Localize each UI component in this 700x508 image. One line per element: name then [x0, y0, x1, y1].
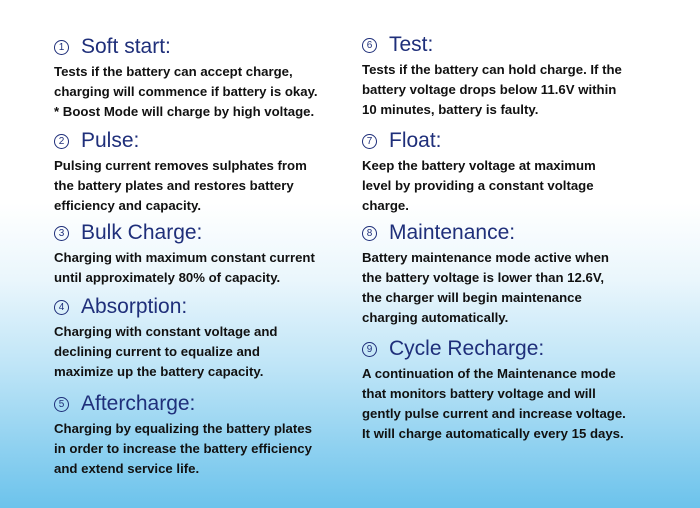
section-pulse — [54, 128, 354, 216]
description-line: gently pulse current and increase voltage. — [362, 406, 626, 421]
description-line: Charging with constant voltage and — [54, 324, 278, 339]
description-line: A continuation of the Maintenance mode — [362, 366, 616, 381]
description-line: declining current to equalize and — [54, 344, 260, 359]
step-number: 7 — [362, 134, 377, 149]
description-line: 10 minutes, battery is faulty. — [362, 102, 539, 117]
description-line: Charging by equalizing the battery plates — [54, 421, 312, 436]
section-soft-start — [54, 34, 354, 122]
description-line: Tests if the battery can hold charge. If the — [362, 62, 622, 77]
description-line: the battery plates and restores battery — [54, 178, 294, 193]
step-number: 4 — [54, 300, 69, 315]
section-description — [362, 60, 682, 120]
section-title — [362, 220, 682, 246]
section-bulk-charge — [54, 220, 354, 288]
section-heading: Maintenance: — [389, 221, 516, 244]
section-title — [54, 34, 354, 60]
step-number: 8 — [362, 226, 377, 241]
section-heading: Soft start: — [81, 35, 171, 58]
section-maintenance — [362, 220, 682, 328]
description-line: charging will commence if battery is okay. — [54, 84, 318, 99]
section-heading: Float: — [389, 129, 442, 152]
section-aftercharge — [54, 391, 354, 479]
section-description — [362, 156, 682, 216]
section-heading: Pulse: — [81, 129, 140, 152]
section-title — [54, 391, 354, 417]
section-absorption — [54, 294, 354, 382]
section-heading: Cycle Recharge: — [389, 337, 545, 360]
description-line: charging automatically. — [362, 310, 509, 325]
section-heading: Test: — [389, 33, 434, 56]
section-title — [362, 336, 682, 362]
description-line: Battery maintenance mode active when — [362, 250, 609, 265]
section-title — [362, 32, 682, 58]
description-line: the charger will begin maintenance — [362, 290, 582, 305]
description-line: level by providing a constant voltage — [362, 178, 594, 193]
section-description — [54, 248, 354, 288]
description-line: charge. — [362, 198, 409, 213]
description-line: until approximately 80% of capacity. — [54, 270, 281, 285]
section-description — [54, 156, 354, 216]
section-description — [54, 62, 354, 122]
step-number: 9 — [362, 342, 377, 357]
section-float — [362, 128, 682, 216]
description-line: It will charge automatically every 15 days. — [362, 426, 624, 441]
description-line: efficiency and capacity. — [54, 198, 202, 213]
section-heading: Bulk Charge: — [81, 221, 203, 244]
section-heading: Aftercharge: — [81, 392, 196, 415]
step-number: 3 — [54, 226, 69, 241]
section-title — [362, 128, 682, 154]
description-line: that monitors battery voltage and will — [362, 386, 596, 401]
section-title — [54, 220, 354, 246]
step-number: 6 — [362, 38, 377, 53]
section-test — [362, 32, 682, 120]
section-description — [54, 322, 354, 382]
section-heading: Absorption: — [81, 295, 188, 318]
description-line: maximize up the battery capacity. — [54, 364, 264, 379]
step-number: 5 — [54, 397, 69, 412]
section-cycle-recharge — [362, 336, 682, 444]
description-line: Keep the battery voltage at maximum — [362, 158, 596, 173]
section-title — [54, 128, 354, 154]
description-line: Pulsing current removes sulphates from — [54, 158, 307, 173]
description-line: battery voltage drops below 11.6V within — [362, 82, 617, 97]
section-description — [362, 248, 682, 328]
description-line: the battery voltage is lower than 12.6V, — [362, 270, 605, 285]
step-number: 2 — [54, 134, 69, 149]
description-line: Tests if the battery can accept charge, — [54, 64, 293, 79]
description-line: in order to increase the battery efficiency — [54, 441, 312, 456]
step-number: 1 — [54, 40, 69, 55]
description-line: Charging with maximum constant current — [54, 250, 315, 265]
description-line: and extend service life. — [54, 461, 200, 476]
section-title — [54, 294, 354, 320]
description-line: * Boost Mode will charge by high voltage. — [54, 104, 315, 119]
section-description — [362, 364, 682, 444]
section-description — [54, 419, 354, 479]
